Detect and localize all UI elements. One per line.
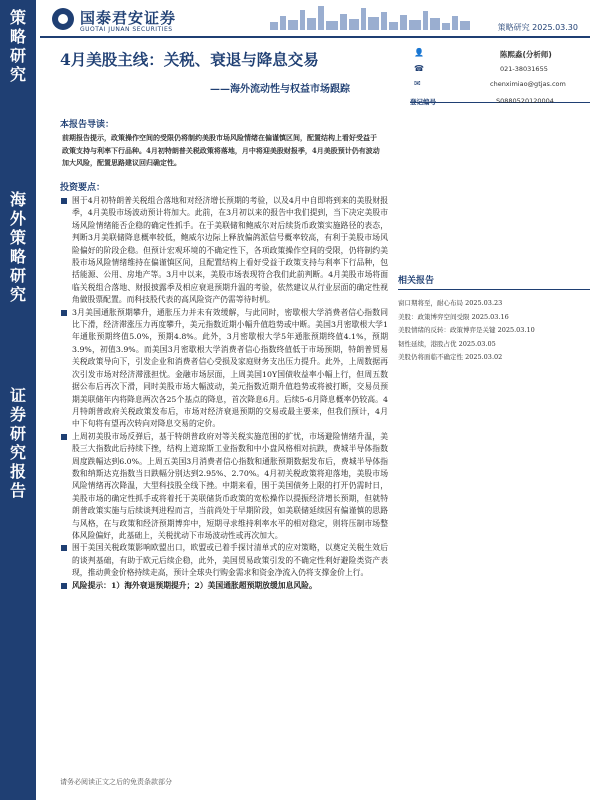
phone-icon: ☎ xyxy=(414,64,424,73)
skyline-decoration xyxy=(270,4,470,30)
left-sidebar xyxy=(0,0,36,800)
email-icon: ✉ xyxy=(414,79,421,88)
related-divider xyxy=(398,289,590,290)
related-report-item[interactable]: 韧性延续，港股占优 2025.03.05 xyxy=(398,339,496,348)
related-report-item[interactable]: 窗口期将至，耐心布局 2025.03.23 xyxy=(398,299,503,307)
header-divider xyxy=(40,36,590,38)
logo-icon xyxy=(52,8,74,30)
related-report-item[interactable]: 美股仍将面临不确定性 2025.03.02 xyxy=(398,353,503,361)
report-body xyxy=(60,195,388,592)
sidebar-category-report: 证 券 研 究 报 告 xyxy=(9,386,26,500)
sidebar-category-strategy: 策 略 研 究 xyxy=(9,8,26,84)
logo-chinese: 国泰君安证券 xyxy=(80,9,177,27)
disclaimer-footer: 请务必阅读正文之后的免责条款部分 xyxy=(60,778,172,786)
point-4: 围于美国关税政策影响欧盟出口，欧盟或已着手探讨清单式的应对策略，以奠定关税生效后的谈判基础，有助于欧元后续企稳，此外，美国贸易政策引发的不确定性利好避险类资产表现，推动黄金价格持续走高，预计全球央行购金需求和资金净流入仍将支撑金价上行。 xyxy=(60,542,388,579)
related-reports-heading: 相关报告 xyxy=(398,276,435,286)
report-subtitle: ——海外流动性与权益市场跟踪 xyxy=(210,84,350,95)
point-2: 3月美国通胀预期攀升，通胀压力并未有效缓解，与此同时，密歇根大学消费者信心指数同比下滑，经济滞涨压力再度攀升，美元指数近期小幅升值趋势或中断。美国3月密歇根大学1年通胀预期终值5.0%，预期4.8%。此外，3月密歇根大学5年通胀预期终值4.1%，预期3.9%，初值3.9%。而美国3月密歇根大学消费者信心指数终值低于市场预期，特朗普贸易关税政策导向下，引发企业和消费者信心受损及家庭财务支出压力提升。此外，上周数据再次引发市场对经济滞涨担忧。金融市场层面，上周美国10Y国债收益率小幅上行，但周五数据公布后再次下滑，同时美股市场大幅波动，美元指数近期升值趋势或将被打断，交易员预期美联储年内将降息两次各25个基点的降息，首次降息6月。后续5-6月降息概率仍较高。4月特朗普政府关税政策发布后，市场对经济衰退预期的交易或最主要来，但我们预计，4月中下旬将有望再次转向对降息交易的定价。 xyxy=(60,307,388,431)
point-1: 围于4月初特朗普关税组合落地和对经济增长预期的考验，以及4月中自即将到来的美股财报季，4月美股市场波动预计将加大。此前，在3月初以来的报告中我们提到，当下决定美股市场风险情绪能否企稳的确定性抓手。在于美联储和鲍威尔对后续货币政策实施路径的表态，判断3月美联储降息概率较低，鲍威尔边际上释放偏鸽派信号概率较高，有利于美股市场风险偏好的阶段企稳。但预计宏观环境的不确定性下，各项政策操作空间的受限，仍将制约美股市场风险情绪维持在偏谨慎区间，且配置结构上看好受益于政策支持与利率下行品种，包括能源、公用、房地产等。3月中以来，美股市场表现符合我们此前判断。4月美股市场将面临关税组合落地、财报披露季及相应衰退预期升温的考验，依然建议从行业层面的确定性视角做股票配置。而科技股代表的高风险资产仍需等待时机。 xyxy=(60,195,388,307)
cert-label: 登记编号 xyxy=(410,98,436,106)
report-type-date: 策略研究 2025.03.30 xyxy=(497,23,578,32)
company-logo xyxy=(52,6,222,36)
person-icon: 👤 xyxy=(414,48,424,57)
guide-heading: 本报告导读： xyxy=(60,120,115,130)
point-3: 上周初美股市场反弹后，基于特朗普政府对等关税实施范围的扩忧，市场避险情绪升温，美股三大指数此后持续下挫，结构上道琼斯工业指数和中小盘风格相对抗跌，费城半导体指数周度跌幅达到6.0%。上周五美国3月消费者信心指数和通胀预期数据发布后，费城半导体指数和纳斯达克指数当日跌幅分别达到2.95%、2.70%。4月初关税政策将迎落地，美股市场风险情绪再次降温，大型科技股全线下挫。中期来看，围于美国债务上限的打开仍需时日，美股市场的确定性抓手或将着托于美联储货币政策的宽松操作以提振经济增长预期，但就特朗普政策实施与后续谈判进程而言，当前尚处于早期阶段，如美联储延续因有偏谨慎的思路与风格，在与政策和经济预期博弈中，短期寻求维持利率水平的相对稳定，则将压制市场整体风险偏好，此基础上，关税扰动下市场波动性或再次加大。 xyxy=(60,431,388,543)
sidebar-category-overseas: 海 外 策 略 研 究 xyxy=(9,190,26,304)
related-reports-list xyxy=(398,297,590,365)
risk-warning: 风险提示：1）海外衰退预期提升；2）美国通胀超预期放缓加息风险。 xyxy=(60,580,388,592)
analyst-name: 陈熙淼(分析师) xyxy=(500,50,552,59)
report-title: 4月美股主线：关税、衰退与降息交易 xyxy=(60,50,319,69)
analyst-email[interactable]: chenximiao@gtjas.com xyxy=(490,80,566,88)
related-report-item[interactable]: 美股情绪的反转：政策博弈是关键 2025.03.10 xyxy=(398,326,535,334)
related-report-item[interactable]: 美股：政策博弈空间受限 2025.03.16 xyxy=(398,312,509,321)
key-points-heading: 投资要点： xyxy=(60,183,106,193)
logo-english: GUOTAI JUNAN SECURITIES xyxy=(80,26,173,33)
cert-number: S0880520120004 xyxy=(496,97,554,105)
guide-text: 前期报告提示，政策操作空间的受限仍将制约美股市场风险情绪在偏谨慎区间，配置结构上看好受益于政策支持与利率下行品种。4月初特朗普关税政策将落地，月中将迎美股财报季，4月美股预计仍有波动加大风险，配置思路建议回归确定性。 xyxy=(62,133,380,167)
analyst-phone: 021-38031655 xyxy=(500,65,548,73)
